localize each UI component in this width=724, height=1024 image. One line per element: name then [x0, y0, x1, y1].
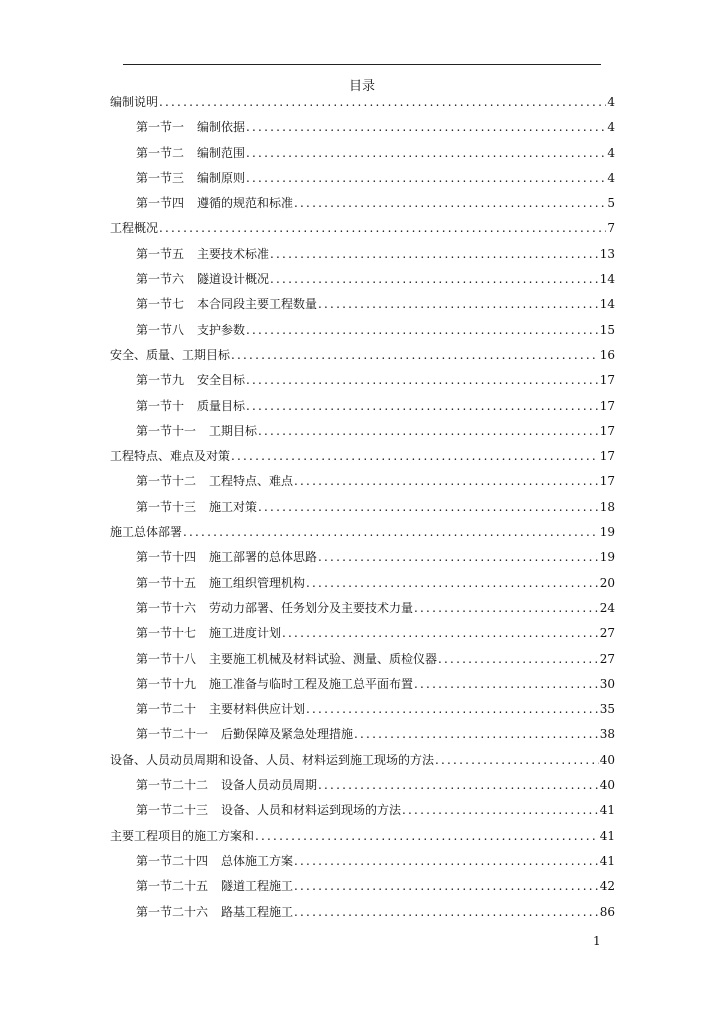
- toc-section-label: 第一节十三: [136, 499, 197, 514]
- toc-page-number: 35: [599, 702, 615, 717]
- toc-page-number: 27: [599, 626, 615, 641]
- toc-entry-title: 质量目标: [197, 398, 246, 413]
- dot-leader: [246, 144, 606, 162]
- toc-section-label: 第一节十: [136, 398, 185, 413]
- page-number: 1: [593, 934, 601, 948]
- toc-page-number: 5: [607, 196, 615, 211]
- dot-leader: [294, 877, 599, 895]
- toc-entry[interactable]: [110, 422, 615, 447]
- dot-leader: [282, 624, 599, 642]
- toc-page-number: 17: [599, 373, 615, 388]
- toc-entry-title: 隧道工程施工: [221, 879, 294, 894]
- toc-entry-title: 编制范围: [197, 145, 246, 160]
- toc-page-number: 41: [599, 803, 615, 818]
- dot-leader: [435, 751, 599, 769]
- dot-leader: [270, 245, 599, 263]
- toc-entry[interactable]: [110, 776, 615, 801]
- dot-leader: [294, 903, 599, 921]
- toc-entry-title: 工程特点、难点: [209, 474, 294, 489]
- toc-section-label: 第一节二十二: [136, 778, 209, 793]
- toc-entry-title: 编制依据: [197, 120, 246, 135]
- toc-page-number: 17: [599, 474, 615, 489]
- toc-entry[interactable]: [110, 472, 615, 497]
- toc-entry-title: 安全、质量、工期目标: [110, 347, 231, 362]
- dot-leader: [258, 498, 599, 516]
- toc-entry[interactable]: [110, 169, 615, 194]
- toc-entry[interactable]: [110, 801, 615, 826]
- toc-entry-title: 后勤保障及紧急处理措施: [221, 727, 354, 742]
- toc-page-number: 38: [599, 727, 615, 742]
- toc-page-number: 40: [599, 778, 615, 793]
- toc-page-number: 40: [599, 752, 615, 767]
- toc-entry-title: 本合同段主要工程数量: [197, 297, 318, 312]
- toc-entry-title: 支护参数: [197, 322, 246, 337]
- dot-leader: [246, 371, 599, 389]
- toc-section-label: 第一节十九: [136, 676, 197, 691]
- dot-leader: [246, 397, 599, 415]
- dot-leader: [231, 447, 599, 465]
- toc-entry[interactable]: [110, 675, 615, 700]
- table-of-contents: [110, 93, 615, 928]
- toc-entry[interactable]: [110, 827, 615, 852]
- toc-entry[interactable]: [110, 245, 615, 270]
- toc-page-number: 18: [599, 499, 615, 514]
- toc-section-label: 第一节十七: [136, 626, 197, 641]
- toc-entry-title: 主要工程项目的施工方案和: [110, 828, 255, 843]
- dot-leader: [402, 801, 599, 819]
- toc-title: 目录: [348, 79, 375, 94]
- dot-leader: [306, 574, 599, 592]
- toc-section-label: 第一节十六: [136, 600, 197, 615]
- dot-leader: [183, 523, 599, 541]
- dot-leader: [294, 194, 606, 212]
- toc-section-label: 第一节十二: [136, 474, 197, 489]
- dot-leader: [318, 295, 599, 313]
- toc-entry-title: 工程特点、难点及对策: [110, 449, 231, 464]
- toc-page-number: 41: [599, 828, 615, 843]
- toc-entry-title: 总体施工方案: [221, 853, 294, 868]
- toc-section-label: 第一节九: [136, 373, 185, 388]
- toc-entry-title: 施工对策: [209, 499, 258, 514]
- toc-entry-title: 主要施工机械及材料试验、测量、质检仪器: [209, 651, 438, 666]
- toc-page-number: 14: [599, 297, 615, 312]
- toc-entry-title: 施工进度计划: [209, 626, 282, 641]
- toc-section-label: 第一节十八: [136, 651, 197, 666]
- toc-section-label: 第一节八: [136, 322, 185, 337]
- toc-page-number: 7: [607, 221, 615, 236]
- toc-page-number: 4: [607, 95, 615, 109]
- toc-entry[interactable]: [110, 852, 615, 877]
- toc-page-number: 86: [599, 904, 615, 919]
- toc-page-number: 42: [599, 879, 615, 894]
- toc-section-label: 第一节六: [136, 272, 185, 287]
- toc-page-number: 14: [599, 272, 615, 287]
- toc-entry-title: 主要材料供应计划: [209, 702, 306, 717]
- toc-entry-title: 设备、人员和材料运到现场的方法: [221, 803, 402, 818]
- toc-entry-title: 施工总体部署: [110, 525, 183, 540]
- toc-entry-title: 隧道设计概况: [197, 272, 270, 287]
- toc-entry-title: 编制说明: [110, 95, 159, 109]
- toc-section-label: 第一节五: [136, 246, 185, 261]
- toc-entry-title: 设备、人员动员周期和设备、人员、材料运到施工现场的方法: [110, 752, 435, 767]
- dot-leader: [306, 700, 599, 718]
- toc-page-number: 19: [599, 550, 615, 565]
- toc-entry-title: 主要技术标准: [197, 246, 270, 261]
- toc-entry[interactable]: [110, 270, 615, 295]
- toc-entry-title: 安全目标: [197, 373, 246, 388]
- dot-leader: [294, 852, 599, 870]
- toc-page-number: 13: [599, 246, 615, 261]
- toc-section-label: 第一节二十六: [136, 904, 209, 919]
- toc-entry-title: 路基工程施工: [221, 904, 294, 919]
- toc-entry[interactable]: [110, 650, 615, 675]
- toc-entry[interactable]: [110, 498, 615, 523]
- toc-entry-title: 设备人员动员周期: [221, 778, 318, 793]
- toc-section-label: 第一节七: [136, 297, 185, 312]
- toc-entry[interactable]: [110, 903, 615, 928]
- dot-leader: [414, 599, 599, 617]
- toc-section-label: 第一节二: [136, 145, 185, 160]
- toc-entry[interactable]: [110, 93, 615, 118]
- toc-page-number: 17: [599, 449, 615, 464]
- toc-section-label: 第一节四: [136, 196, 185, 211]
- dot-leader: [246, 169, 606, 187]
- toc-section-label: 第一节三: [136, 170, 185, 185]
- dot-leader: [414, 675, 599, 693]
- toc-entry[interactable]: [110, 700, 615, 725]
- dot-leader: [438, 650, 599, 668]
- toc-section-label: 第一节二十一: [136, 727, 209, 742]
- toc-entry[interactable]: [110, 523, 615, 548]
- toc-section-label: 第一节十五: [136, 575, 197, 590]
- toc-entry[interactable]: [110, 295, 615, 320]
- toc-entry[interactable]: [110, 751, 615, 776]
- toc-entry-title: 遵循的规范和标准: [197, 196, 294, 211]
- toc-entry[interactable]: [110, 725, 615, 750]
- toc-entry[interactable]: [110, 624, 615, 649]
- toc-entry[interactable]: [110, 397, 615, 422]
- toc-entry-title: 工程概况: [110, 221, 159, 236]
- toc-entry[interactable]: [110, 574, 615, 599]
- toc-section-label: 第一节二十三: [136, 803, 209, 818]
- toc-entry-title: 施工部署的总体思路: [209, 550, 318, 565]
- toc-entry[interactable]: [110, 447, 615, 472]
- toc-entry[interactable]: [110, 599, 615, 624]
- toc-page-number: 17: [599, 398, 615, 413]
- toc-section-label: 第一节十一: [136, 423, 197, 438]
- toc-section-label: 第一节十四: [136, 550, 197, 565]
- dot-leader: [255, 827, 599, 845]
- toc-page-number: 41: [599, 853, 615, 868]
- dot-leader: [258, 422, 599, 440]
- dot-leader: [318, 776, 599, 794]
- dot-leader: [159, 219, 606, 237]
- toc-entry[interactable]: [110, 371, 615, 396]
- toc-page-number: 19: [599, 525, 615, 540]
- toc-page-number: 24: [599, 600, 615, 615]
- toc-section-label: 第一节二十四: [136, 853, 209, 868]
- toc-page-number: 20: [599, 575, 615, 590]
- toc-page-number: 15: [599, 322, 615, 337]
- toc-entry[interactable]: [110, 877, 615, 902]
- dot-leader: [159, 93, 606, 111]
- toc-page-number: 30: [599, 676, 615, 691]
- dot-leader: [246, 321, 599, 339]
- toc-section-label: 第一节二十五: [136, 879, 209, 894]
- dot-leader: [270, 270, 599, 288]
- toc-section-label: 第一节一: [136, 120, 185, 135]
- toc-entry-title: 工期目标: [209, 423, 258, 438]
- toc-entry[interactable]: [110, 219, 615, 244]
- toc-entry-title: 编制原则: [197, 170, 246, 185]
- toc-entry-title: 劳动力部署、任务划分及主要技术力量: [209, 600, 414, 615]
- toc-page-number: 17: [599, 423, 615, 438]
- toc-page-number: 4: [607, 145, 615, 160]
- toc-entry[interactable]: [110, 321, 615, 346]
- dot-leader: [231, 346, 599, 364]
- dot-leader: [318, 548, 599, 566]
- dot-leader: [294, 472, 599, 490]
- toc-entry-title: 施工准备与临时工程及施工总平面布置: [209, 676, 414, 691]
- toc-page-number: 27: [599, 651, 615, 666]
- toc-section-label: 第一节二十: [136, 702, 197, 717]
- toc-entry[interactable]: [110, 548, 615, 573]
- dot-leader: [246, 118, 606, 136]
- dot-leader: [354, 725, 599, 743]
- toc-entry[interactable]: [110, 118, 615, 143]
- header-rule: [123, 64, 601, 65]
- toc-page-number: 4: [607, 170, 615, 185]
- toc-entry[interactable]: [110, 346, 615, 371]
- toc-page-number: 16: [599, 347, 615, 362]
- toc-entry-title: 施工组织管理机构: [209, 575, 306, 590]
- toc-page-number: 4: [607, 120, 615, 135]
- toc-entry[interactable]: [110, 194, 615, 219]
- toc-entry[interactable]: [110, 144, 615, 169]
